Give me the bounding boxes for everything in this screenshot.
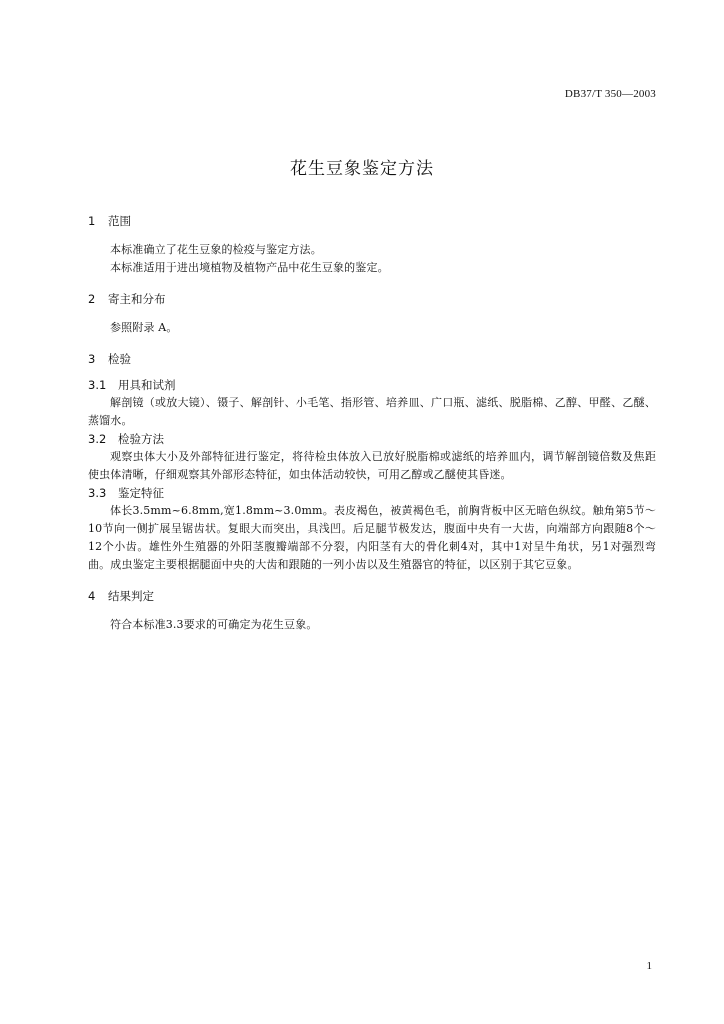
document-title: 花生豆象鉴定方法 — [290, 159, 434, 179]
subsection-3-1-heading — [88, 376, 656, 394]
section-2-heading — [88, 290, 656, 308]
subsection-title: 检验方法 — [118, 432, 164, 446]
section-4-heading — [88, 587, 656, 605]
subsection-number: 3.1 — [88, 378, 107, 392]
section-1-paragraph-1: 本标准确立了花生豆象的检疫与鉴定方法。 — [110, 243, 322, 256]
section-title: 检验 — [108, 352, 131, 366]
section-1-paragraph-2: 本标准适用于进出境植物及植物产品中花生豆象的鉴定。 — [110, 261, 389, 274]
section-1-heading — [88, 212, 656, 230]
subsection-3-3-paragraph: 体长3.5mm~6.8mm,宽1.8mm~3.0mm。表皮褐色，被黄褐色毛，前胸背板中区无暗色纵纹。触角第5节～10节向一侧扩展呈锯齿状。复眼大而突出，具浅凹。后足腿节极发达，腹面中央有一大齿，向端部方向跟随8个～12个小齿。雄性外生殖器的外阳茎腹瓣端部不分裂，内阳茎有大的骨化刺4对，其中1对呈牛角状，另1对强烈弯曲。成虫鉴定主要根据腿面中央的大齿和跟随的一列小齿以及生殖器官的特征，以区别于其它豆象。 — [88, 504, 656, 571]
section-title: 寄主和分布 — [108, 292, 166, 306]
section-title: 结果判定 — [108, 589, 154, 603]
section-4-paragraph-1: 符合本标准3.3要求的可确定为花生豆象。 — [110, 618, 318, 631]
subsection-title: 鉴定特征 — [118, 486, 164, 500]
page-number: 1 — [646, 960, 652, 972]
subsection-number: 3.3 — [88, 486, 107, 500]
subsection-3-1-paragraph: 解剖镜（或放大镜）、镊子、解剖针、小毛笔、指形管、培养皿、广口瓶、滤纸、脱脂棉、乙醇、甲醛、乙醚、蒸馏水。 — [88, 396, 656, 427]
subsection-number: 3.2 — [88, 432, 107, 446]
section-number: 4 — [88, 589, 96, 603]
subsection-3-2-paragraph: 观察虫体大小及外部特征进行鉴定，将待检虫体放入已放好脱脂棉或滤纸的培养皿内，调节解剖镜倍数及焦距使虫体清晰，仔细观察其外部形态特征，如虫体活动较快，可用乙醇或乙醚使其昏迷。 — [88, 450, 656, 481]
section-title: 范围 — [108, 214, 131, 228]
subsection-3-3-heading — [88, 484, 656, 502]
subsection-title: 用具和试剂 — [118, 378, 176, 392]
subsection-3-2-heading — [88, 430, 656, 448]
section-number: 3 — [88, 352, 96, 366]
section-number: 2 — [88, 292, 96, 306]
section-number: 1 — [88, 214, 96, 228]
document-code: DB37/T 350—2003 — [564, 88, 656, 100]
section-3-heading — [88, 350, 656, 368]
section-2-paragraph-1: 参照附录 A。 — [110, 321, 178, 334]
document-body — [88, 212, 656, 634]
